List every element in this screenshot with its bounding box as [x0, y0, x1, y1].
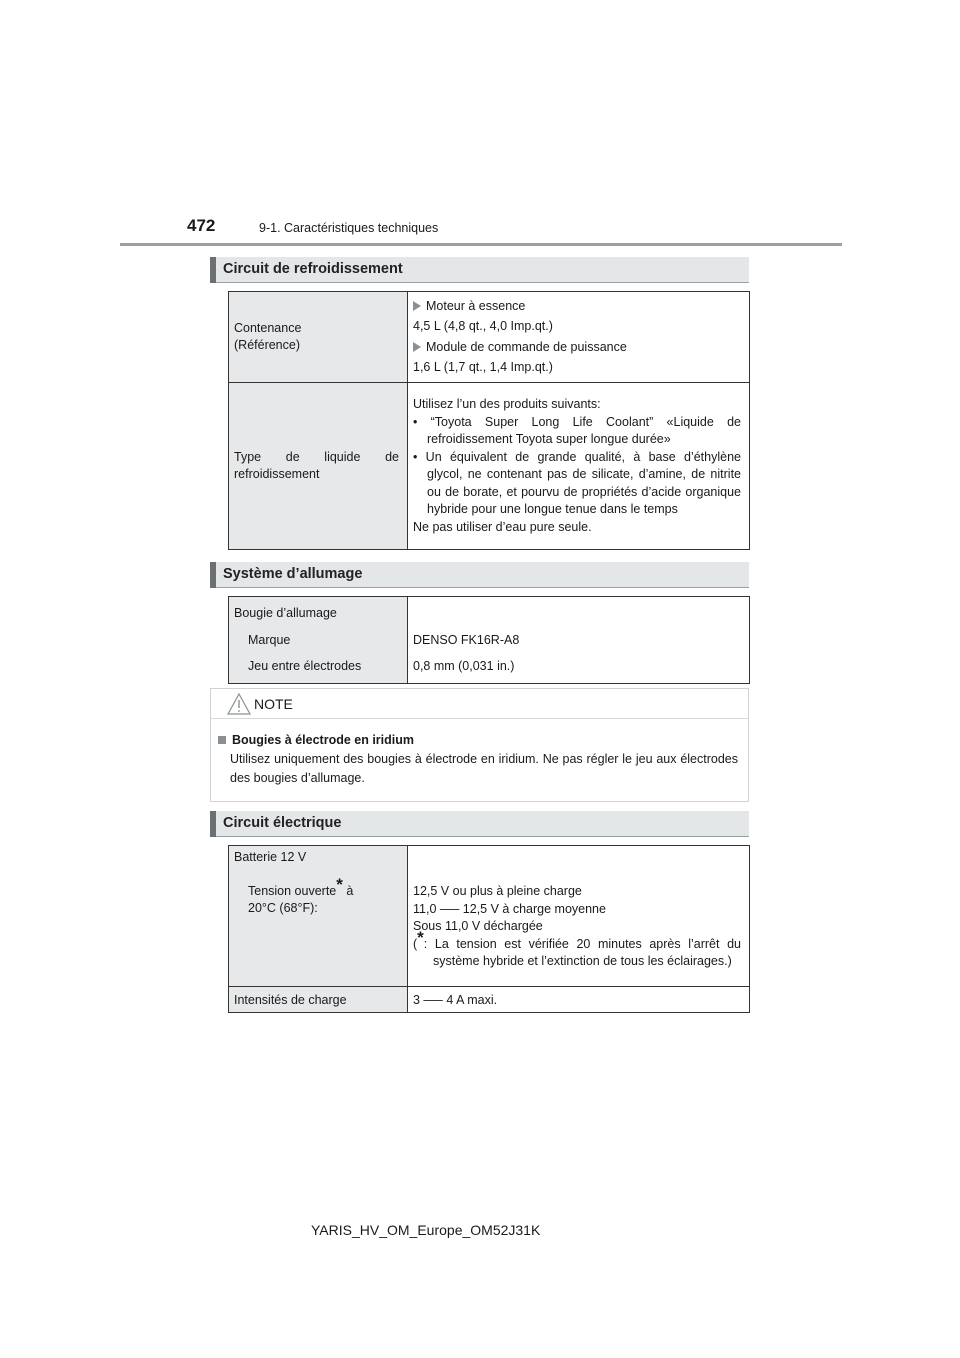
- coolant-value-cell: [408, 383, 750, 550]
- coolant-item-2: • Un équivalent de grande qualité, à base d’éthylène glycol, ne contenant pas de silicate, d’amine, de nitrite ou de borate, et pourvu de propriétés d’acide organique hybride pour une longue tenue dans le temps: [413, 449, 741, 516]
- section-title: Système d’allumage: [223, 566, 363, 582]
- cooling-table: [228, 291, 750, 550]
- capacity-value-cell: [408, 292, 750, 383]
- battery-label-cell: [229, 846, 408, 987]
- charge-value-cell: [408, 987, 750, 1013]
- triangle-arrow-icon: [413, 342, 421, 352]
- electrical-table: [228, 845, 750, 1013]
- table-row: [229, 597, 750, 684]
- ignition-table: [228, 596, 750, 684]
- battery-label: Batterie 12 V: [234, 850, 307, 864]
- brand-value: DENSO FK16R-A8: [413, 632, 520, 647]
- charge-label: Intensités de charge: [234, 992, 347, 1007]
- triangle-arrow-icon: [413, 301, 421, 311]
- section-bar: [210, 811, 216, 837]
- gap-label: Jeu entre électrodes: [248, 659, 362, 673]
- table-row: [229, 846, 750, 987]
- note-label: NOTE: [254, 696, 293, 712]
- coolant-label-cell: [229, 383, 408, 550]
- note-heading: Bougies à électrode en iridium: [232, 733, 414, 747]
- voltage-line-2: 11,0 —– 12,5 V à charge moyenne: [413, 901, 606, 916]
- coolant-label: Type de liquide de refroidissement: [234, 449, 399, 481]
- brand-label: Marque: [248, 632, 291, 647]
- coolant-item-1: • “Toyota Super Long Life Coolant” «Liquide de refroidissement Toyota super longue durée»: [413, 414, 741, 446]
- capacity-pcu-title: Module de commande de puissance: [426, 339, 627, 354]
- voltage-label: Tension ouverte* à 20°C (68°F):: [248, 874, 354, 915]
- section-title: Circuit de refroidissement: [223, 261, 403, 277]
- capacity-label-cell: [229, 292, 408, 383]
- page-number: 472: [187, 216, 216, 235]
- voltage-line-3: Sous 11,0 V déchargée: [413, 919, 543, 934]
- capacity-gas-title: Moteur à essence: [426, 298, 526, 313]
- coolant-note: Ne pas utiliser d’eau pure seule.: [413, 519, 592, 534]
- charge-label-cell: [229, 987, 408, 1013]
- warning-triangle-icon: [226, 692, 252, 716]
- capacity-gas-value: 4,5 L (4,8 qt., 4,0 Imp.qt.): [413, 319, 553, 333]
- note-header: [211, 689, 748, 719]
- note-text: Utilisez uniquement des bougies à électrode en iridium. Ne pas régler le jeu aux électrodes des bougies d’allumage.: [230, 752, 738, 785]
- battery-value-cell: [408, 846, 750, 987]
- table-row: [229, 383, 750, 550]
- section-bar: [210, 562, 216, 588]
- charge-value: 3 —– 4 A maxi.: [413, 992, 498, 1007]
- plug-value-cell: [408, 597, 750, 684]
- coolant-intro: Utilisez l’un des produits suivants:: [413, 397, 601, 411]
- square-bullet-icon: [218, 736, 226, 744]
- section-heading-ignition: [210, 562, 749, 588]
- footer-doc-id: YARIS_HV_OM_Europe_OM52J31K: [311, 1222, 541, 1238]
- section-bar: [210, 257, 216, 283]
- plug-label-cell: [229, 597, 408, 684]
- note-box: [210, 688, 749, 802]
- voltage-footnote: (*: La tension est vérifiée 20 minutes après l’arrêt du système hybride et l’extinction de tous les éclairages.): [413, 927, 741, 969]
- section-heading-cooling: [210, 257, 749, 283]
- table-row: [229, 987, 750, 1013]
- gap-value: 0,8 mm (0,031 in.): [413, 659, 515, 673]
- header-rule: [120, 243, 842, 246]
- plug-label: Bougie d’allumage: [234, 606, 337, 620]
- chapter-title: 9-1. Caractéristiques techniques: [259, 221, 439, 235]
- section-heading-electrical: [210, 811, 749, 837]
- section-title: Circuit électrique: [223, 815, 342, 831]
- voltage-line-1: 12,5 V ou plus à pleine charge: [413, 884, 582, 899]
- capacity-pcu-value: 1,6 L (1,7 qt., 1,4 Imp.qt.): [413, 360, 553, 374]
- capacity-label: Contenance (Référence): [234, 320, 302, 352]
- table-row: [229, 292, 750, 383]
